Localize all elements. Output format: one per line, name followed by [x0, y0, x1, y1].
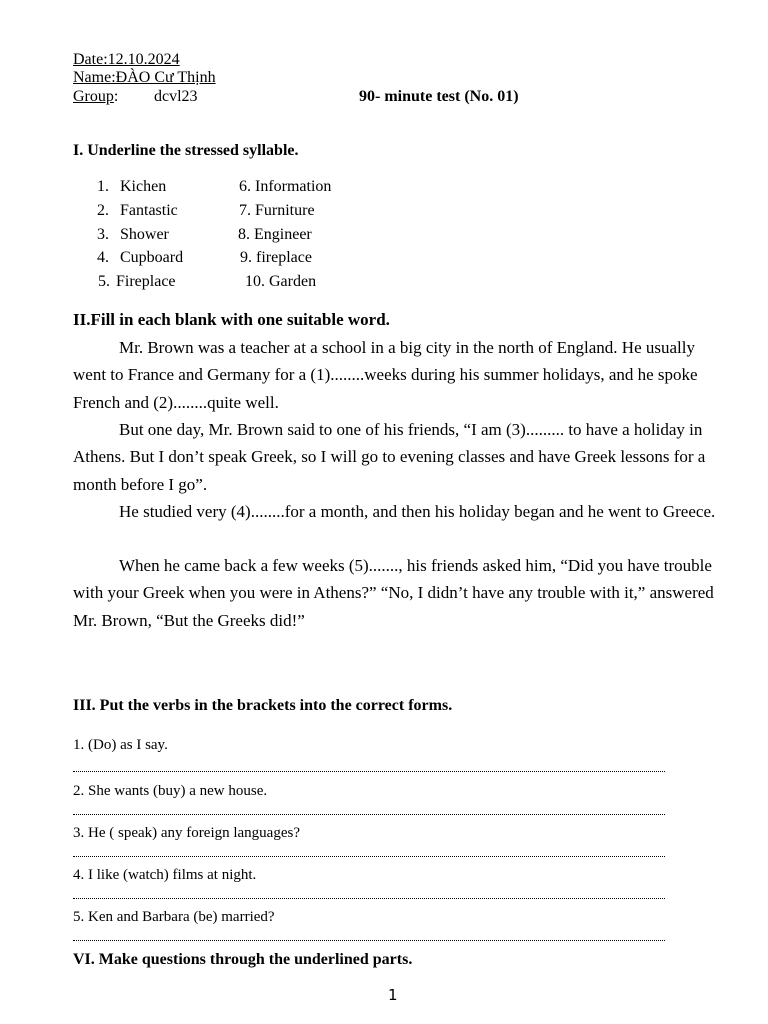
item-number: 3.: [97, 226, 109, 243]
list-item: 7. Furniture: [239, 202, 315, 219]
item-number: 4.: [97, 249, 109, 266]
section2-heading: II.Fill in each blank with one suitable word.: [73, 310, 390, 329]
paragraph-text: He studied very (4)........for a month, and then his holiday began and he went to Greece.: [119, 502, 716, 521]
item-number: 2.: [97, 202, 109, 219]
list-item: [97, 226, 169, 244]
answer-line[interactable]: [73, 938, 665, 941]
answer-line[interactable]: [73, 812, 665, 815]
paragraph-text: But one day, Mr. Brown said to one of his friends, “I am (3)......... to have a holiday in Athens. But I don’t speak Greek, so I will go to evening classes and have Greek lessons for a month before I go”.: [73, 420, 706, 494]
group-colon: :: [113, 88, 119, 105]
exercise-item: 2. She wants (buy) a new house.: [73, 783, 268, 799]
item-word: Fireplace: [116, 273, 176, 290]
reading-paragraph: [73, 552, 718, 634]
item-number: 1.: [97, 178, 109, 195]
list-item: 9. fireplace: [240, 249, 312, 266]
paragraph-text: When he came back a few weeks (5)......., his friends asked him, “Did you have trouble with your Greek when you were in Athens?” “No, I didn’t have any trouble with it,” answered Mr. Brown, “But the Greeks did!”: [73, 556, 714, 630]
item-word: Shower: [120, 226, 169, 243]
answer-line[interactable]: [73, 896, 665, 899]
list-item: [97, 249, 183, 267]
item-word: Kichen: [120, 178, 167, 195]
exercise-item: 1. (Do) as I say.: [73, 737, 168, 753]
group-label: Group: [73, 88, 114, 105]
reading-paragraph: [73, 334, 718, 416]
answer-line[interactable]: [73, 769, 665, 772]
section1-heading: I. Underline the stressed syllable.: [73, 142, 299, 159]
paragraph-text: Mr. Brown was a teacher at a school in a big city in the north of England. He usually went to France and Germany for a (1)........weeks during his summer holidays, and he spoke French and (2)........quite well.: [73, 338, 698, 412]
exercise-item: 4. I like (watch) films at night.: [73, 867, 257, 883]
group-value: dcvl23: [154, 88, 198, 105]
item-number: 5.: [98, 273, 110, 290]
item-word: Fantastic: [120, 202, 178, 219]
list-item: 10. Garden: [245, 273, 317, 290]
page-number: 1: [388, 986, 398, 1004]
group-line: [73, 88, 118, 106]
date-line: Date:12.10.2024: [73, 51, 180, 68]
student-name: Name:ĐÀO Cư Thịnh: [73, 69, 216, 86]
exercise-item: 3. He ( speak) any foreign languages?: [73, 825, 300, 841]
list-item: [97, 202, 178, 220]
test-title: 90- minute test (No. 01): [359, 88, 519, 105]
list-item: 8. Engineer: [238, 226, 312, 243]
section4-heading: VI. Make questions through the underlined parts.: [73, 951, 413, 968]
reading-paragraph: [73, 498, 718, 525]
exercise-item: 5. Ken and Barbara (be) married?: [73, 909, 275, 925]
reading-paragraph: [73, 416, 718, 498]
section3-heading: III. Put the verbs in the brackets into the correct forms.: [73, 697, 453, 714]
list-item: 6. Information: [239, 178, 332, 195]
list-item: [98, 273, 176, 291]
answer-line[interactable]: [73, 854, 665, 857]
list-item: [97, 178, 166, 196]
item-word: Cupboard: [120, 249, 184, 266]
